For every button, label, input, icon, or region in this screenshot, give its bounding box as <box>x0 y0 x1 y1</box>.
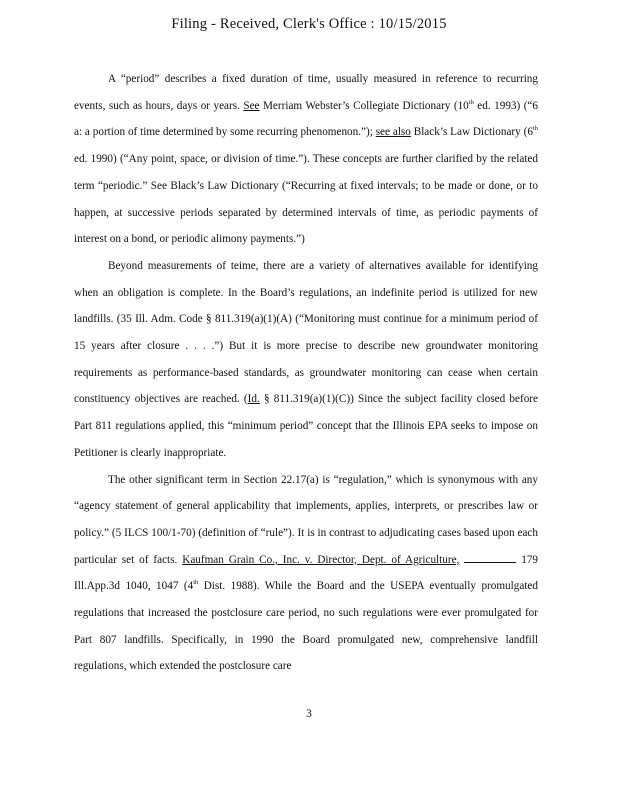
document-body <box>74 66 538 680</box>
district-superscript: th <box>193 579 199 587</box>
text-run: ed. 1990) (“Any point, space, or division of time.”). These concepts are further clarified by the related term “periodic.” See Black’s Law Dictionary (“Recurring at fixed intervals; to be made or done, or to happen, at successive periods separated by determined intervals of time, as periodic payments of interest on a bond, or periodic alimony payments.”) <box>74 153 538 246</box>
text-run: The other significant term in Section 22.17(a) is “regulation,” which is synonymous with any “agency statement of general applicability that implements, applies, interprets, or prescribes law or policy.” (5 ILCS 100/1-70) (definition of “rule”). It is in contrast to adjudicating cases based upon each particular set of facts. <box>74 473 538 566</box>
citation-blank-line <box>464 552 516 563</box>
paragraph-period-definition <box>74 66 538 253</box>
text-run: § 811.319(a)(1)(C)) Since the subject facility closed before Part 811 regulations applied, this “minimum period” concept that the Illinois EPA seeks to impose on Petitioner is clearly inappropriate. <box>74 393 539 459</box>
case-citation: Kaufman Grain Co., Inc. v. Director, Dept. of Agriculture, <box>182 553 460 566</box>
text-run: 179 Ill.App.3d 1040, 1047 (4 <box>74 553 539 593</box>
edition-superscript: th <box>468 98 474 106</box>
citation-signal-see: See <box>243 99 260 112</box>
text-run: Merriam Webster’s Collegiate Dictionary (10 <box>259 99 469 112</box>
text-run: Black’s Law Dictionary (6 <box>410 126 533 139</box>
citation-id: Id. <box>247 393 260 406</box>
text-run: Dist. 1988). While the Board and the USEPA eventually promulgated regulations that increased the postclosure care period, no such regulations were ever promulgated for Part 807 landfills. Specifically, in 1990 the Board promulgated new, comprehensive landfill regulations, which extended the postclosure care <box>74 580 538 673</box>
paragraph-alternatives <box>74 253 538 467</box>
page-number: 3 <box>306 708 312 720</box>
edition-superscript: th <box>532 125 538 133</box>
text-run: Beyond measurements of teime, there are a variety of alternatives available for identifying when an obligation is complete. In the Board’s regulations, an indefinite period is utilized for new landfills. (35 Ill. Adm. Code § 811.319(a)(1)(A) (“Monitoring must continue for a minimum period of 15 years after closure . . . .”) But it is more precise to describe new groundwater monitoring requirements as performance-based standards, as groundwater monitoring can cease when certain constituency objectives are reached. ( <box>74 259 538 406</box>
text-run: ed. 1993) (“6 a: a portion of time determined by some recurring phenomenon.”); <box>74 99 538 139</box>
citation-signal-see-also: see also <box>375 126 411 139</box>
text-run: A “period” describes a fixed duration of time, usually measured in reference to recurring events, such as hours, days or years. <box>74 73 538 112</box>
paragraph-regulation-term <box>74 467 538 681</box>
filing-stamp-header: Filing - Received, Clerk's Office : 10/15/2015 <box>171 16 447 32</box>
